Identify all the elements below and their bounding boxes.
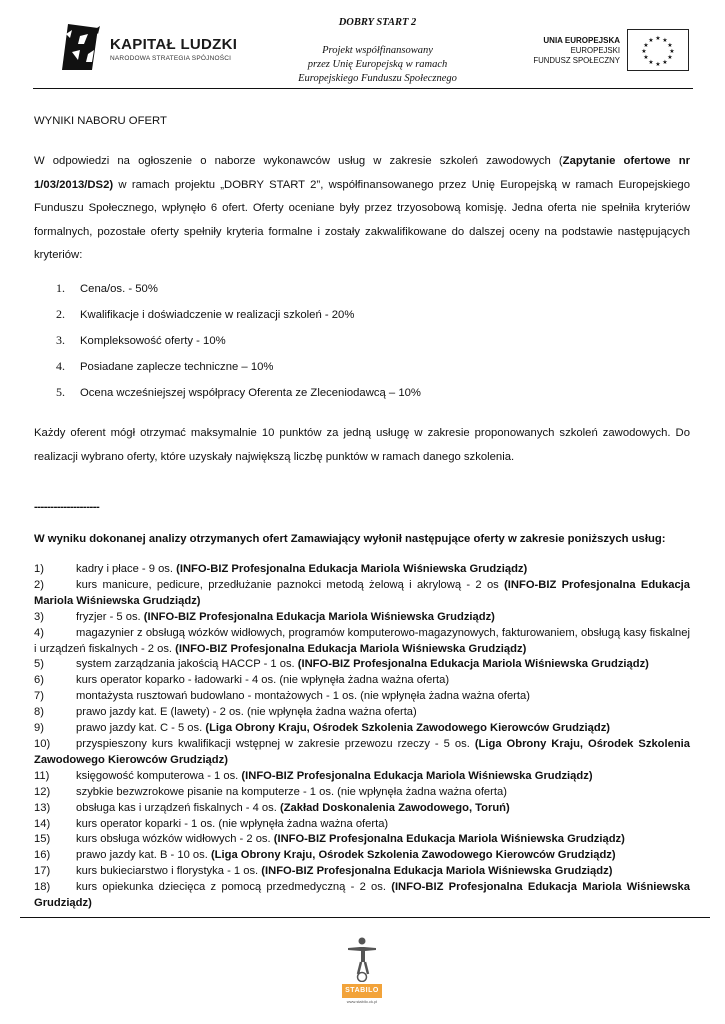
result-number: 13) xyxy=(34,801,51,814)
kapital-ludzki-emblem-icon xyxy=(58,20,102,72)
result-number: 7) xyxy=(34,690,44,703)
result-number: 3) xyxy=(34,610,44,623)
result-item xyxy=(34,832,690,848)
result-provider: (Liga Obrony Kraju, Ośrodek Szkolenia Zawodowego Kierowców Grudziądz) xyxy=(34,737,691,766)
criterion-number: 4. xyxy=(56,359,65,373)
result-text: kurs operator koparki - 1 os. (nie wpłynęła żadna ważna oferta) xyxy=(76,817,389,830)
eu-flag-icon xyxy=(627,29,689,71)
criterion-item xyxy=(56,276,421,302)
result-text: magazynier z obsługą wózków widłowych, programów komputerowo-magazynowych, fakturowaniem, obsługą kasy fiskalnej i urządzeń fiskalnych - 2 os. xyxy=(34,626,690,655)
result-provider: (INFO-BIZ Profesjonalna Edukacja Mariola Wiśniewska Grudziądz) xyxy=(241,769,593,782)
header-divider xyxy=(33,88,693,89)
result-item xyxy=(34,880,690,912)
svg-text:★: ★ xyxy=(662,37,668,44)
svg-text:★: ★ xyxy=(648,37,654,44)
result-number: 11) xyxy=(34,769,50,782)
result-text: system zarządzania jakością HACCP - 1 os. xyxy=(76,658,298,671)
cofinancing-line-2: przez Unię Europejską w ramach xyxy=(307,59,448,70)
svg-text:★: ★ xyxy=(667,54,673,61)
separator-line: -------------------- xyxy=(34,501,100,513)
intro-part-2: w ramach projektu „DOBRY START 2”, współfinansowanego przez Unię Europejską w ramach Europejskiego Funduszu Społecznego, wpłynęło 6 ofert. Oferty oceniane były przez trzyosobową komisję. Jedna oferta nie spełniła kryteriów formalnych, pozostałe oferty spełniły kryteria formalne i zostały zakwalifikowane do dalszej oceny na podstawie następujących kryteriów: xyxy=(34,178,690,261)
program-name: DOBRY START 2 xyxy=(338,17,417,28)
results-intro: W wyniku dokonanej analizy otrzymanych ofert Zamawiający wyłonił następujące oferty w zakresie poniższych usług: xyxy=(34,533,666,545)
svg-text:★: ★ xyxy=(669,48,675,55)
kapital-ludzki-logo xyxy=(58,20,248,76)
eu-logo-text xyxy=(502,36,620,66)
logo-title: KAPITAŁ LUDZKI xyxy=(110,36,238,53)
criterion-text: Ocena wcześniejszej współpracy Oferenta ze Zleceniodawcą – 10% xyxy=(80,387,421,399)
result-number: 2) xyxy=(34,578,44,591)
result-number: 9) xyxy=(34,722,44,735)
result-text: obsługa kas i urządzeń fiskalnych - 4 os. xyxy=(76,801,280,814)
cofinancing-line-3: Europejskiego Funduszu Społecznego xyxy=(298,73,457,84)
result-text: księgowość komputerowa - 1 os. xyxy=(76,769,242,782)
result-text: fryzjer - 5 os. xyxy=(76,610,144,623)
result-text: montażysta rusztowań budowlano - montażowych - 1 os. (nie wpłynęła żadna ważna oferta) xyxy=(76,690,530,703)
result-provider: (Liga Obrony Kraju, Ośrodek Szkolenia Zawodowego Kierowców Grudziądz) xyxy=(205,722,611,735)
results-list xyxy=(34,562,690,912)
criterion-number: 5. xyxy=(56,385,65,399)
result-item xyxy=(34,610,690,626)
result-text: prawo jazdy kat. C - 5 os. xyxy=(76,722,206,735)
intro-inquiry-number: Zapytanie ofertowe nr 1/03/2013/DS2) xyxy=(34,155,690,191)
criterion-text: Posiadane zaplecze techniczne – 10% xyxy=(80,361,274,373)
svg-text:★: ★ xyxy=(643,54,649,61)
result-text: kurs opiekunka dziecięca z pomocą przedmedyczną - 2 os. xyxy=(76,881,392,894)
svg-text:★: ★ xyxy=(662,59,668,66)
intro-paragraph xyxy=(34,150,690,268)
svg-text:★: ★ xyxy=(655,61,661,68)
eu-stars-icon xyxy=(628,30,688,70)
result-item xyxy=(34,689,690,705)
result-text: prawo jazdy kat. B - 10 os. xyxy=(76,849,211,862)
result-number: 8) xyxy=(34,706,44,719)
result-number: 4) xyxy=(34,626,44,639)
result-item xyxy=(34,578,690,610)
svg-text:★: ★ xyxy=(643,42,649,49)
result-provider: (INFO-BIZ Profesjonalna Edukacja Mariola Wiśniewska Grudziądz) xyxy=(34,578,690,607)
result-number: 12) xyxy=(34,785,51,798)
svg-text:★: ★ xyxy=(641,48,647,55)
result-number: 16) xyxy=(34,849,51,862)
result-item xyxy=(34,721,690,737)
result-item xyxy=(34,769,690,785)
intro-part-1: W odpowiedzi na ogłoszenie o naborze wykonawców usług w zakresie szkoleń zawodowych ( xyxy=(34,155,563,167)
svg-text:★: ★ xyxy=(667,42,673,49)
stabilo-figure-icon xyxy=(344,936,380,982)
result-number: 15) xyxy=(34,833,51,846)
eu-line-2: EUROPEJSKI xyxy=(570,46,620,55)
svg-text:★: ★ xyxy=(655,35,661,42)
result-item xyxy=(34,657,690,673)
result-provider: (INFO-BIZ Profesjonalna Edukacja Mariola Wiśniewska Grudziądz) xyxy=(34,881,690,910)
criterion-item xyxy=(56,380,421,406)
result-number: 6) xyxy=(34,674,44,687)
result-item xyxy=(34,562,690,578)
result-provider: (INFO-BIZ Profesjonalna Edukacja Mariola Wiśniewska Grudziądz) xyxy=(297,658,649,671)
result-item xyxy=(34,801,690,817)
result-number: 10) xyxy=(34,737,51,750)
result-number: 5) xyxy=(34,658,44,671)
criterion-number: 3. xyxy=(56,333,65,347)
svg-text:★: ★ xyxy=(648,59,654,66)
criterion-item xyxy=(56,302,421,328)
criterion-text: Kwalifikacje i doświadczenie w realizacji szkoleń - 20% xyxy=(80,309,355,321)
eu-line-3: FUNDUSZ SPOŁECZNY xyxy=(533,56,620,65)
footer-divider xyxy=(20,917,710,918)
result-provider: (INFO-BIZ Profesjonalna Edukacja Mariola Wiśniewska Grudziądz) xyxy=(143,610,495,623)
cofinancing-line-1: Projekt współfinansowany xyxy=(322,45,433,56)
result-item xyxy=(34,785,690,801)
result-provider: (INFO-BIZ Profesjonalna Edukacja Mariola Wiśniewska Grudziądz) xyxy=(273,833,625,846)
criterion-number: 1. xyxy=(56,281,65,295)
result-number: 18) xyxy=(34,881,51,894)
result-item xyxy=(34,817,690,833)
scoring-paragraph: Każdy oferent mógł otrzymać maksymalnie 10 punktów za jedną usługę w zakresie proponowanych szkoleń zawodowych. Do realizacji wybrano oferty, które uzyskały największą liczbę punktów w ramach danego szkolenia. xyxy=(34,427,690,463)
criterion-item xyxy=(56,354,421,380)
result-item xyxy=(34,864,690,880)
result-item xyxy=(34,848,690,864)
result-text: kurs manicure, pedicure, przedłużanie paznokci metodą żelową i akrylową - 2 os xyxy=(76,578,505,591)
criterion-text: Kompleksowość oferty - 10% xyxy=(80,335,226,347)
result-item xyxy=(34,673,690,689)
result-number: 17) xyxy=(34,865,51,878)
result-text: kurs operator koparko - ładowarki - 4 os. (nie wpłynęła żadna ważna oferta) xyxy=(76,674,450,687)
criterion-number: 2. xyxy=(56,307,65,321)
criterion-text: Cena/os. - 50% xyxy=(80,283,158,295)
result-item xyxy=(34,626,690,658)
result-item xyxy=(34,737,690,769)
result-text: kadry i płace - 9 os. xyxy=(76,563,177,575)
criterion-item xyxy=(56,328,421,354)
result-text: kurs bukieciarstwo i florystyka - 1 os. xyxy=(76,865,262,878)
result-text: kurs obsługa wózków widłowych - 2 os. xyxy=(76,833,274,846)
result-provider: (INFO-BIZ Profesjonalna Edukacja Mariola Wiśniewska Grudziądz) xyxy=(175,642,527,655)
result-number: 14) xyxy=(34,817,51,830)
result-number: 1) xyxy=(34,563,44,575)
result-provider: (INFO-BIZ Profesjonalna Edukacja Mariola Wiśniewska Grudziądz) xyxy=(261,865,613,878)
eu-line-1: UNIA EUROPEJSKA xyxy=(543,36,620,45)
criteria-list xyxy=(56,276,421,406)
document-heading: WYNIKI NABORU OFERT xyxy=(34,115,167,127)
result-provider: (Zakład Doskonalenia Zawodowego, Toruń) xyxy=(279,801,510,814)
result-provider: (Liga Obrony Kraju, Ośrodek Szkolenia Zawodowego Kierowców Grudziądz) xyxy=(210,849,616,862)
result-text: prawo jazdy kat. E (lawety) - 2 os. (nie wpłynęła żadna ważna oferta) xyxy=(76,706,417,719)
logo-subtitle: NARODOWA STRATEGIA SPÓJNOŚCI xyxy=(110,55,232,62)
stabilo-name: STABILO xyxy=(342,984,382,998)
stabilo-url: www.stabilo.ck.pl xyxy=(346,999,378,1004)
result-provider: (INFO-BIZ Profesjonalna Edukacja Mariola Wiśniewska Grudziądz) xyxy=(176,563,528,575)
result-text: szybkie bezwzrokowe pisanie na komputerze - 1 os. (nie wpłynęła żadna ważna oferta) xyxy=(76,785,507,798)
program-header xyxy=(255,16,500,86)
result-item xyxy=(34,705,690,721)
result-text: przyspieszony kurs kwalifikacji wstępnej w zakresie przewozu rzeczy - 5 os. xyxy=(76,737,475,750)
stabilo-logo xyxy=(340,936,384,1008)
